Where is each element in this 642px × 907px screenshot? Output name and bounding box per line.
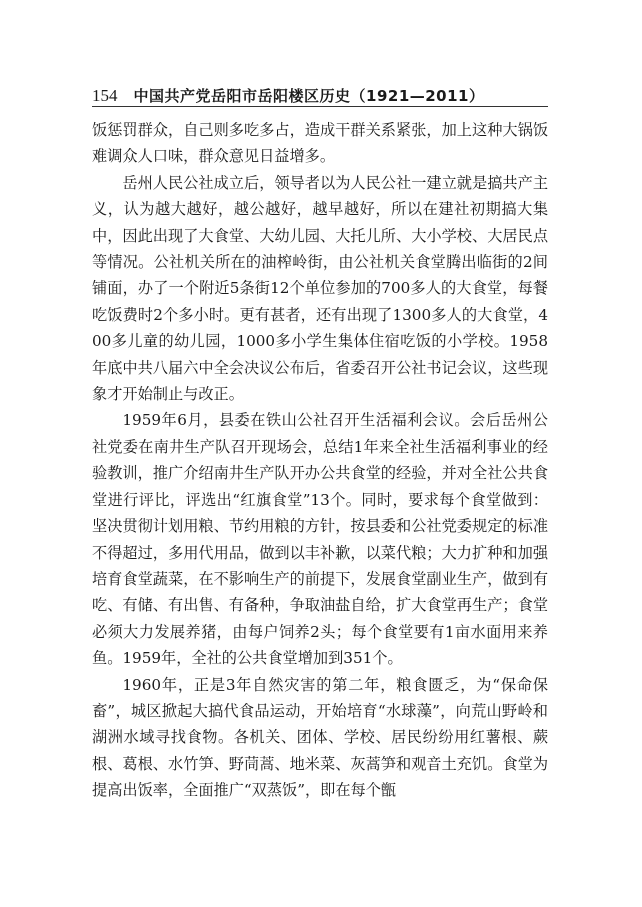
paragraph: 1959年6月，县委在铁山公社召开生活福利会议。会后岳州公社党委在南井生产队召开现场会，总结1年来全社生活福利事业的经验教训，推广介绍南井生产队开办公共食堂的经验，并对全社公共食堂进行评比，评选出“红旗食堂”13个。同时，要求每个食堂做到：坚决贯彻计划用粮、节约用粮的方针，按县委和公社党委规定的标准不得超过，多用代用品，做到以丰补歉，以菜代粮；大力扩种和加强培育食堂蔬菜，在不影响生产的前提下，发展食堂副业生产，做到有吃、有储、有出售、有备种，争取油盐自给，扩大食堂再生产；食堂必须大力发展养猪，由每户饲养2头；每个食堂要有1亩水面用来养鱼。1959年，全社的公共食堂增加到351个。	[92, 411, 548, 668]
body-text	[92, 117, 548, 804]
running-header	[92, 76, 548, 106]
book-title: 中国共产党岳阳市岳阳楼区历史（1921—2011）	[133, 87, 485, 105]
header-rule	[92, 106, 548, 107]
paragraph-continued: 饭惩罚群众，自己则多吃多占，造成干群关系紧张，加上这种大锅饭难调众人口味，群众意见日益增多。	[92, 121, 548, 166]
paragraph: 岳州人民公社成立后，领导者以为人民公社一建立就是搞共产主义，认为越大越好，越公越好，越早越好，所以在建社初期搞大集中，因此出现了大食堂、大幼儿园、大托儿所、大小学校、大居民点等情况。公社机关所在的油榨岭街，由公社机关食堂腾出临街的2间铺面，办了一个附近5条街12个单位参加的700多人的大食堂，每餐吃饭费时2个多小时。更有甚者，还有出现了1300多人的大食堂，400多儿童的幼儿园，1000多小学生集体住宿吃饭的小学校。1958年底中共八届六中全会决议公布后，省委召开公社书记会议，这些现象才开始制止与改正。	[92, 173, 548, 404]
paragraph: 1960年，正是3年自然灾害的第二年，粮食匮乏，为“保命保畜”，城区掀起大搞代食品运动，开始培育“水球藻”，向荒山野岭和湖洲水域寻找食物。各机关、团体、学校、居民纷纷用红薯根、蕨根、葛根、水竹笋、野茼蒿、地米菜、灰蒿笋和观音土充饥。食堂为提高出饭率，全面推广“双蒸饭”，即在每个甑	[92, 675, 548, 800]
page-number: 154	[92, 86, 118, 105]
